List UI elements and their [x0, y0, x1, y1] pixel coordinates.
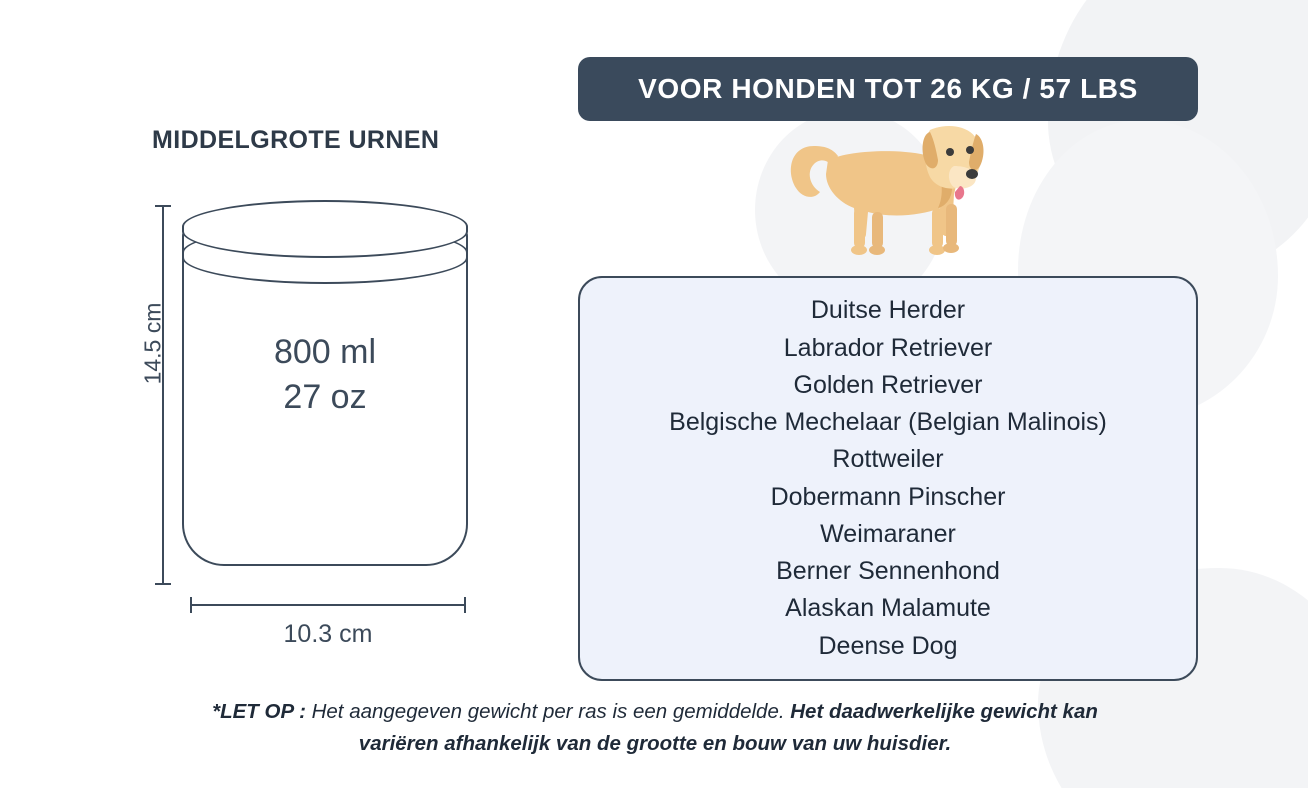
list-item: Golden Retriever [793, 370, 983, 399]
page-title: MIDDELGROTE URNEN [152, 126, 440, 154]
urn-capacity-oz: 27 oz [283, 377, 367, 416]
list-item: Duitse Herder [810, 296, 966, 325]
height-dimension-line [162, 205, 164, 585]
urn-capacity [182, 330, 468, 420]
urn-diagram-panel [0, 0, 560, 700]
list-item: Labrador Retriever [783, 333, 993, 362]
width-dimension-line [190, 604, 466, 606]
footnote [180, 696, 1130, 760]
urn-lid [182, 200, 468, 258]
list-item: Alaskan Malamute [785, 594, 991, 623]
golden-retriever-icon [780, 112, 995, 272]
breed-list-box [578, 276, 1198, 681]
urn-capacity-ml: 800 ml [273, 333, 377, 371]
list-item: Deense Dog [818, 631, 958, 660]
list-item: Weimaraner [820, 519, 956, 548]
list-item: Belgische Mechelaar (Belgian Malinois) [669, 408, 1107, 436]
list-item: Rottweiler [832, 445, 944, 474]
footnote-lead: *LET OP : [212, 700, 306, 723]
footnote-bold-tail: Het daadwerkelijke gewicht kan variëren afhankelijk van de grootte en bouw van uw huisdier. [358, 700, 1098, 755]
weight-banner [578, 57, 1198, 121]
list-item: Berner Sennenhond [776, 557, 1000, 585]
urn-illustration [182, 200, 472, 575]
width-dimension-value: 10.3 cm [283, 620, 373, 648]
footnote-middle: Het aangegeven gewicht per ras is een gemiddelde. [305, 700, 791, 723]
weight-banner-label: VOOR HONDEN TOT 26 KG / 57 LBS [638, 73, 1138, 104]
width-dimension-label [190, 620, 466, 649]
list-item: Dobermann Pinscher [770, 482, 1006, 511]
height-dimension-label: 14.5 cm [139, 302, 166, 385]
